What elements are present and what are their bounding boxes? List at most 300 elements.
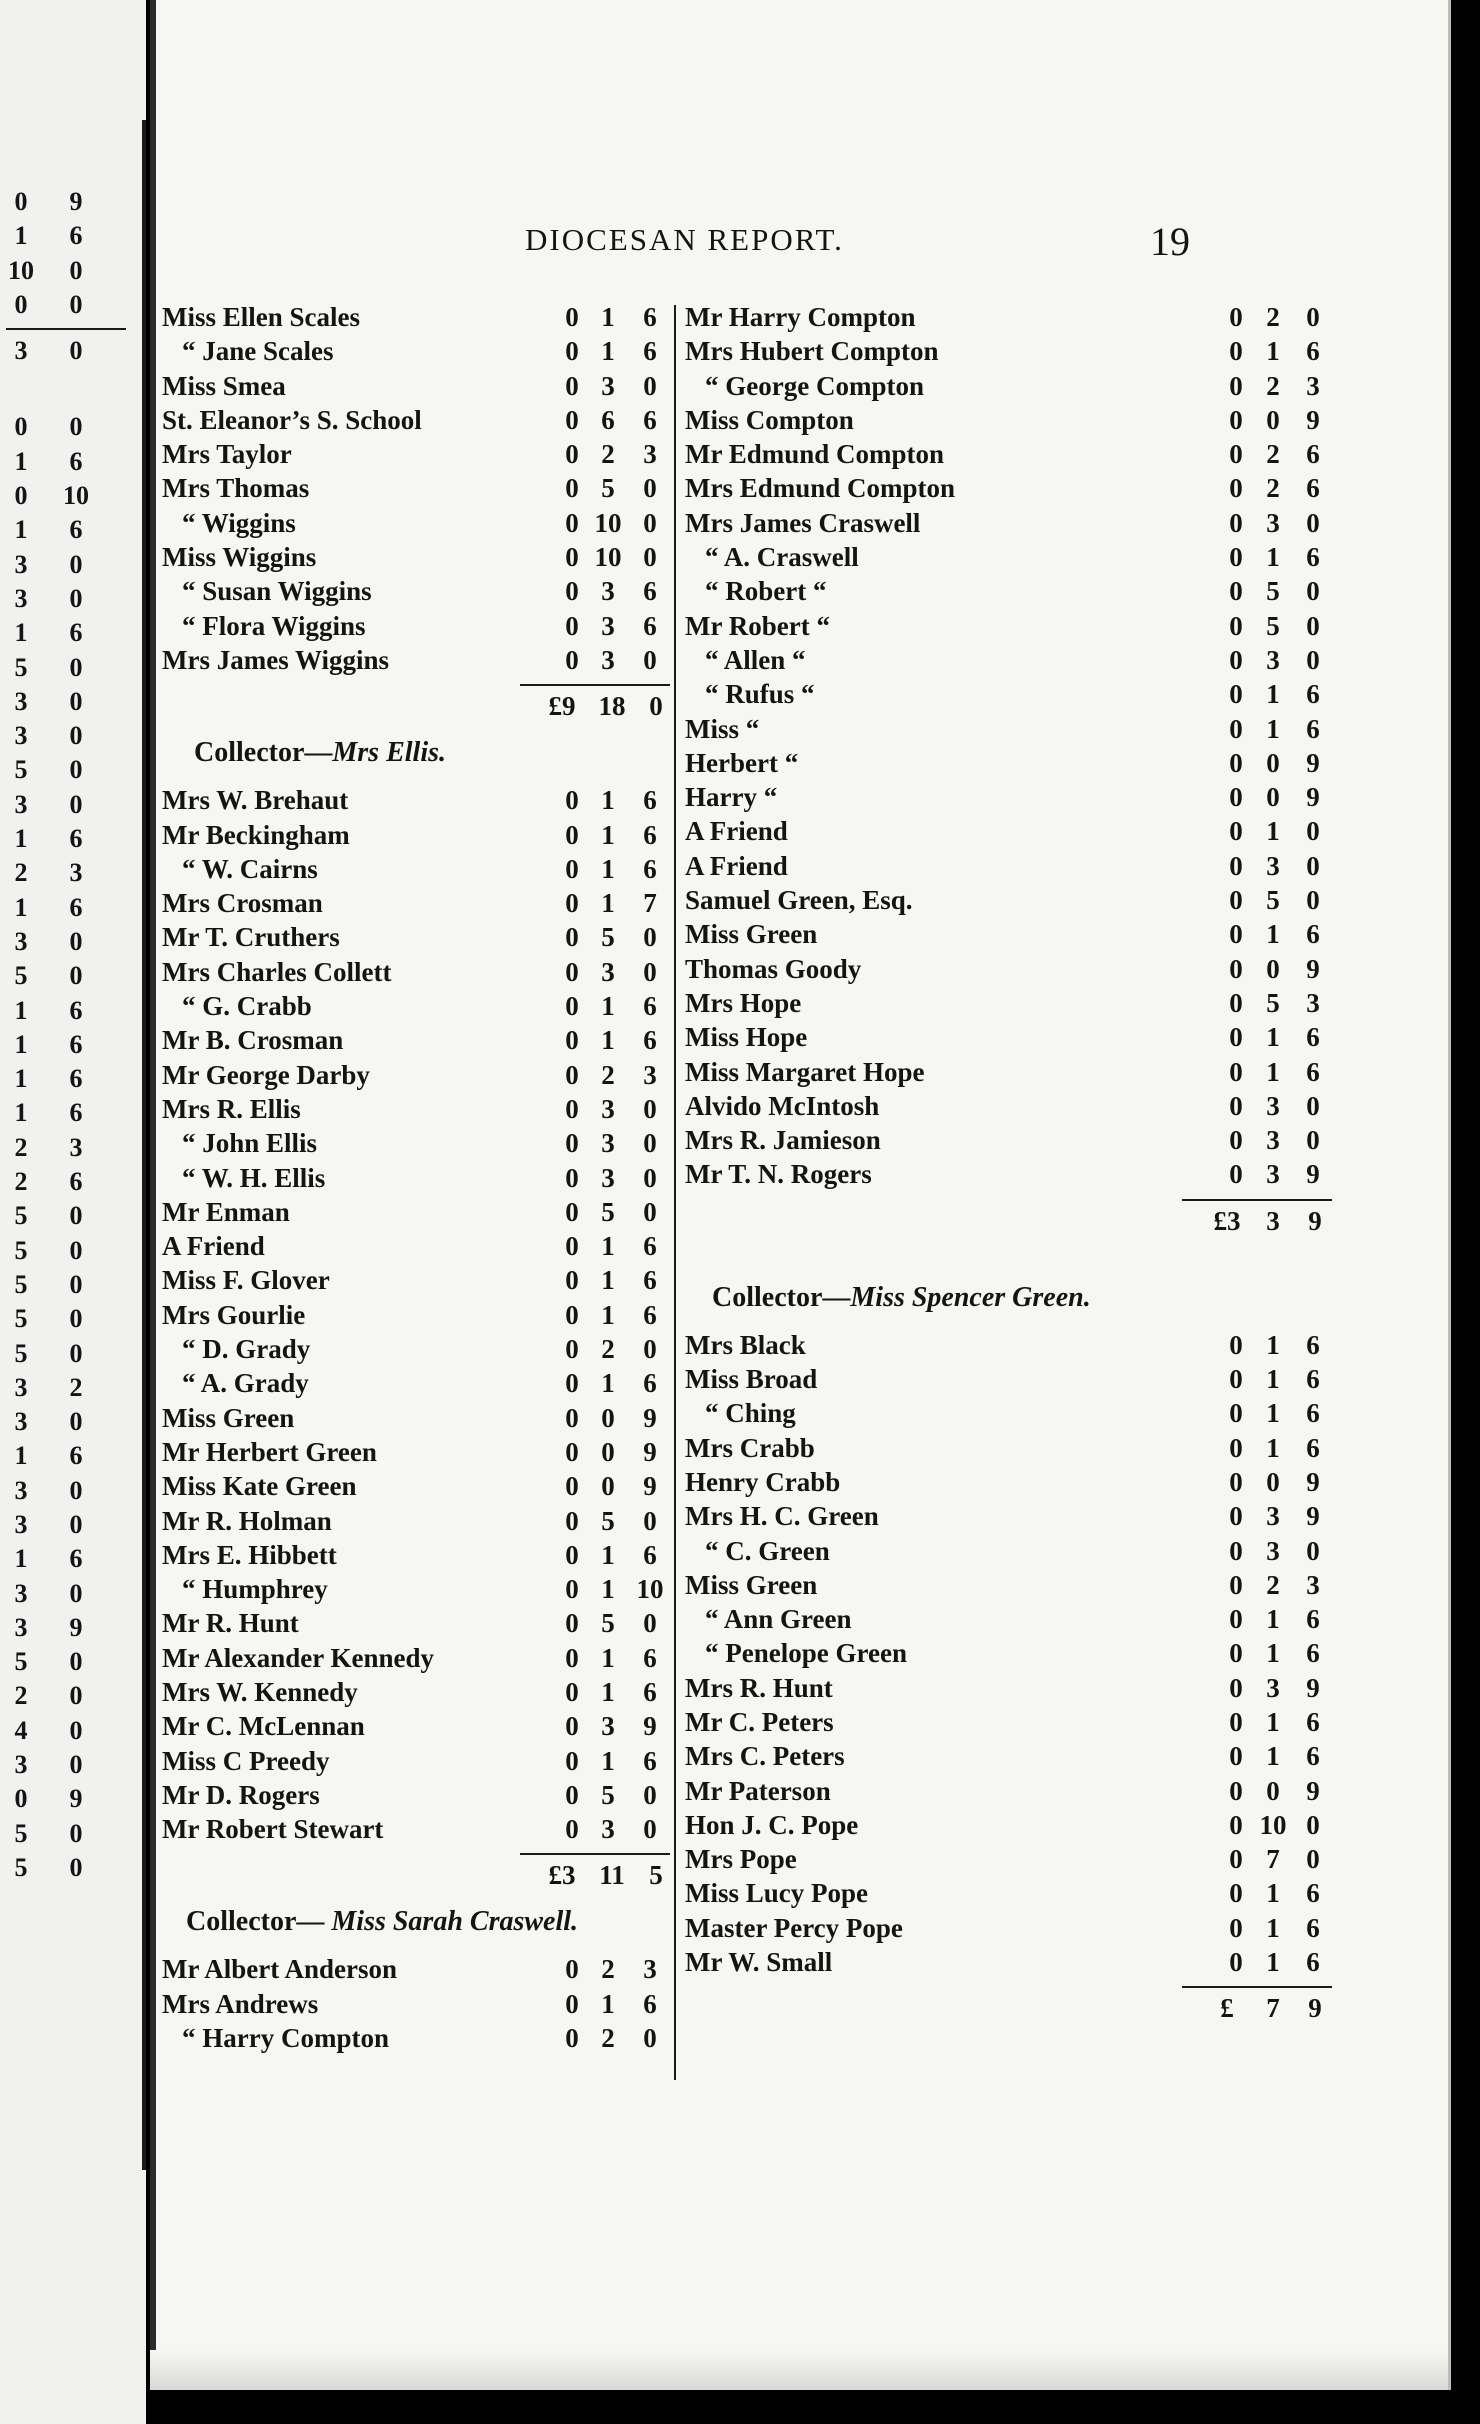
pence-value: 6 [1306,1022,1320,1053]
shillings-value: 3 [14,1612,28,1642]
subscriber-name: Alvido McIntosh [685,1090,880,1121]
pence-value: 9 [1306,1466,1320,1497]
pence-value: 6 [643,1265,657,1296]
subscriber-name: Miss Green [685,919,818,950]
pence-value: 0 [1306,1090,1320,1121]
pence-value: 9 [69,1612,83,1642]
pence-total: 9 [1308,1205,1322,1236]
shillings-value: 1 [14,1441,28,1471]
pence-value: 0 [69,1818,83,1848]
shillings-total: 7 [1266,1993,1280,2024]
pence-value: 0 [69,652,83,682]
subscriber-name: “ Susan Wiggins [182,576,372,607]
subscriber-row [685,1913,1345,1947]
shillings-value: 1 [1266,1398,1280,1429]
subscriber-name: Mrs Crabb [685,1432,815,1463]
shillings-value: 4 [14,1715,28,1745]
previous-page-amount-row [6,1304,126,1338]
pence-value: 0 [1306,576,1320,607]
previous-page-amount-row [6,687,126,721]
pence-value: 0 [69,255,83,285]
subscriber-row [162,1814,692,1848]
shillings-value: 1 [1266,679,1280,710]
pence-value: 6 [643,785,657,816]
pence-value: 6 [1306,1741,1320,1772]
subscriber-row [685,645,1345,679]
subscriber-name: Miss Broad [685,1364,818,1395]
sum-rule [6,328,126,330]
previous-page-amount-row [6,1373,126,1407]
pence-value: 6 [1306,1398,1320,1429]
subscriber-name: Mr T. N. Rogers [685,1159,872,1190]
shillings-value: 3 [1266,1159,1280,1190]
subscriber-row [685,1707,1345,1741]
collector-name: Miss Sarah Craswell. [331,1906,579,1938]
subscriber-row [685,1570,1345,1604]
pence-value: 0 [643,1608,657,1639]
shillings-value: 6 [601,404,615,435]
pounds-value: 0 [565,1539,579,1570]
pence-value: 10 [636,1574,664,1605]
subscriber-name: Miss Green [162,1402,295,1433]
previous-page-amount-row [6,1064,126,1098]
pounds-value: 0 [1229,370,1243,401]
subscriber-name: “ Ching [705,1398,796,1429]
shillings-value: 1 [601,1745,615,1776]
previous-page-amount-row [6,187,126,221]
shillings-value: 5 [14,1338,28,1368]
pounds-value: 0 [1229,1912,1243,1943]
subscriber-row [162,1437,692,1471]
pence-value: 0 [1306,1809,1320,1840]
pence-value: 0 [1306,644,1320,675]
subscriber-row [162,473,692,507]
pounds-value: 0 [1229,1775,1243,1806]
subscriber-row [162,1540,692,1574]
pounds-value: 0 [1229,1125,1243,1156]
pence-value: 6 [643,336,657,367]
shillings-value: 3 [1266,644,1280,675]
previous-page-amount-column [6,187,126,1887]
previous-page-amount-row [6,1681,126,1715]
pounds-value: 0 [565,2023,579,2054]
shillings-value: 3 [14,1509,28,1539]
previous-page-amount-row [6,927,126,961]
previous-page-amount-row [6,221,126,255]
subscriber-name: Mr Beckingham [162,819,350,850]
pence-value: 6 [643,1231,657,1262]
pounds-value: 0 [565,1299,579,1330]
pence-value: 0 [69,549,83,579]
subscriber-name: Henry Crabb [685,1466,841,1497]
pence-value: 0 [643,507,657,538]
pounds-value: 0 [1229,1604,1243,1635]
previous-page-amount-row [6,1647,126,1681]
pence-value: 6 [69,1167,83,1197]
pence-value: 3 [643,1059,657,1090]
pounds-value: 0 [565,370,579,401]
subscriber-name: Samuel Green, Esq. [685,885,913,916]
pence-value: 6 [1306,1056,1320,1087]
shillings-value: 5 [14,755,28,785]
subscriber-name: Mr D. Rogers [162,1779,320,1810]
subscriber-name: Master Percy Pope [685,1912,903,1943]
pence-value: 0 [69,1509,83,1539]
pounds-value: 0 [1229,1466,1243,1497]
pounds-value: 0 [1229,644,1243,675]
shillings-value: 2 [601,2023,615,2054]
subscriber-name: “ George Compton [705,370,924,401]
subscriber-name: Mrs Hubert Compton [685,336,939,367]
pence-value: 0 [69,289,83,319]
shillings-value: 0 [14,187,28,216]
shillings-value: 3 [14,1578,28,1608]
subscriber-name: “ Allen “ [705,644,806,675]
shillings-value: 1 [14,221,28,251]
pence-value: 9 [643,1402,657,1433]
shillings-value: 0 [14,481,28,511]
sum-rule [685,1194,1345,1206]
shillings-value: 2 [14,1132,28,1162]
pounds-value: 0 [565,1093,579,1124]
subscriber-name: “ W. H. Ellis [182,1162,326,1193]
pounds-value: 0 [565,1334,579,1365]
subscriber-name: Mrs James Craswell [685,507,921,538]
previous-page-amount-row [6,755,126,789]
pence-value: 0 [69,1338,83,1368]
pence-value: 0 [1306,302,1320,332]
shillings-value: 7 [1266,1844,1280,1875]
shillings-value: 3 [14,583,28,613]
subscriber-row [162,1643,692,1677]
shillings-value: 1 [1266,1638,1280,1669]
pence-total: 5 [649,1860,663,1891]
previous-page-amount-row [6,256,126,290]
shillings-value: 3 [601,956,615,987]
subscriber-row [685,679,1345,713]
pence-value: 7 [643,888,657,919]
subscriber-row [162,1574,692,1608]
shillings-value: 3 [601,644,615,675]
subscriber-name: Mrs Thomas [162,473,310,504]
subscriber-name: Mr Alexander Kennedy [162,1642,435,1673]
previous-page-amount-row [6,1613,126,1647]
previous-page-amount-row [6,1167,126,1201]
subscriber-row [162,785,692,819]
pence-value: 3 [643,439,657,470]
subscriber-name: Mrs Crosman [162,888,323,919]
shillings-value: 3 [1266,507,1280,538]
subscriber-row [685,611,1345,645]
pounds-value: 0 [565,1231,579,1262]
pence-value: 0 [69,1852,83,1882]
previous-page-amount-row [6,515,126,549]
subscriber-row [162,1989,692,2023]
previous-page-amount-row [6,996,126,1030]
subscriber-row [685,919,1345,953]
subscriber-row [162,1954,692,1988]
shillings-value: 1 [601,1574,615,1605]
subscriber-name: Miss Compton [685,404,854,435]
pence-value: 6 [69,618,83,648]
subscriber-row [162,2023,692,2057]
pence-total: 0 [649,691,663,722]
pence-value: 0 [69,789,83,819]
shillings-value: 2 [14,1681,28,1711]
pence-value: 0 [69,1304,83,1334]
pence-value: 0 [69,1715,83,1745]
shillings-value: 3 [1266,1501,1280,1532]
shillings-value: 3 [1266,1090,1280,1121]
subscriber-name: “ Humphrey [182,1574,328,1605]
pence-value: 0 [69,721,83,751]
shillings-value: 3 [1266,1672,1280,1703]
pounds-value: 0 [1229,576,1243,607]
pounds-value: 0 [565,610,579,641]
subscriber-row [685,1433,1345,1467]
pence-value: 9 [1306,782,1320,813]
pounds-value: 0 [565,439,579,470]
subscriber-row [162,1025,692,1059]
previous-page-amount-row [6,858,126,892]
pence-value: 6 [1306,1364,1320,1395]
shillings-value: 3 [14,1372,28,1402]
subscriber-name: St. Eleanor’s S. School [162,404,422,435]
subscriber-row [162,922,692,956]
pounds-value: 0 [565,1642,579,1673]
shillings-value: 3 [14,926,28,956]
subscriber-row [685,1638,1345,1672]
shillings-value: 2 [14,1167,28,1197]
pence-value: 0 [69,583,83,613]
shillings-value: 2 [601,1954,615,1985]
subscriber-name: Miss Margaret Hope [685,1056,925,1087]
pence-value: 0 [69,926,83,956]
shillings-value: 0 [1266,404,1280,435]
subscriber-row [162,1265,692,1299]
shillings-value: 3 [601,370,615,401]
pence-value: 6 [69,446,83,476]
pence-value: 6 [1306,1432,1320,1463]
subscriber-name: Mrs C. Peters [685,1741,845,1772]
subscriber-row [162,439,692,473]
shillings-value: 5 [601,1505,615,1536]
pounds-value: 0 [1229,1809,1243,1840]
pounds-value: 0 [1229,713,1243,744]
shillings-value: 1 [601,1988,615,2019]
pence-value: 0 [643,1814,657,1845]
subscriber-row [685,1604,1345,1638]
subscriber-name: Herbert “ [685,747,799,778]
shillings-value: 1 [601,819,615,850]
shillings-value: 3 [14,1475,28,1505]
subscriber-row [685,1501,1345,1535]
shillings-value: 1 [1266,1878,1280,1909]
subscriber-name: Mrs Pope [685,1844,797,1875]
shillings-total: 3 [14,336,28,366]
pounds-value: 0 [565,1608,579,1639]
previous-page-amount-row [6,584,126,618]
shillings-value: 3 [14,789,28,819]
subscriber-name: Mr Paterson [685,1775,831,1806]
pounds-value: 0 [565,1436,579,1467]
subscriber-name: “ Flora Wiggins [182,610,366,641]
subscriber-row [685,885,1345,919]
pence-value: 9 [1306,1159,1320,1190]
shillings-value: 3 [601,1711,615,1742]
pence-total: 0 [69,336,83,366]
shillings-value: 2 [1266,370,1280,401]
pounds-value: 0 [1229,1569,1243,1600]
pounds-value: 0 [565,1162,579,1193]
pounds-value: 0 [1229,1090,1243,1121]
shillings-value: 1 [14,995,28,1025]
subscriber-row [162,1060,692,1094]
subscriber-row [685,782,1345,816]
subscriber-row [162,405,692,439]
pounds-value: 0 [1229,679,1243,710]
pounds-total: £3 [548,1860,576,1891]
subscriber-name: “ Robert “ [705,576,827,607]
shillings-value: 1 [1266,336,1280,367]
previous-page-amount-row [6,447,126,481]
previous-page-amount-row [6,1544,126,1578]
pence-value: 6 [1306,336,1320,367]
shillings-value: 0 [601,1471,615,1502]
shillings-value: 10 [594,542,622,573]
shillings-value: 5 [1266,885,1280,916]
pounds-value: 0 [1229,953,1243,984]
collector-prefix: Collector— [186,1906,332,1938]
subscriber-row [685,405,1345,439]
subscriber-name: Miss Kate Green [162,1471,357,1502]
pence-value: 0 [643,922,657,953]
previous-page-amount-row [6,893,126,927]
pence-value: 0 [1306,1125,1320,1156]
subscriber-row [685,1091,1345,1125]
pence-value: 0 [643,1505,657,1536]
previous-page-total-row [6,336,126,370]
pence-value: 6 [1306,1706,1320,1737]
pounds-value: 0 [565,785,579,816]
shillings-value: 3 [14,686,28,716]
pounds-value: 0 [1229,610,1243,641]
subscriber-name: Mrs Taylor [162,439,292,470]
pence-value: 0 [69,1475,83,1505]
pence-value: 0 [1306,507,1320,538]
subscriber-name: Miss Lucy Pope [685,1878,869,1909]
pounds-value: 0 [565,1574,579,1605]
shillings-value: 5 [14,1818,28,1848]
subscriber-name: “ Wiggins [182,507,296,538]
collector-heading [685,1274,1345,1330]
shillings-value: 5 [601,1196,615,1227]
subscriber-name: Mrs E. Hibbett [162,1539,337,1570]
shillings-value: 3 [1266,850,1280,881]
pence-value: 6 [643,1642,657,1673]
shillings-value: 5 [601,1608,615,1639]
subscriber-row [685,1810,1345,1844]
pounds-value: 0 [1229,1638,1243,1669]
previous-page-amount-row [6,1030,126,1064]
subscriber-name: Mr Edmund Compton [685,439,945,470]
sum-rule [162,1848,692,1860]
shillings-value: 3 [14,1407,28,1437]
pence-value: 0 [69,412,83,442]
subscriber-name: Mrs Charles Collett [162,956,392,987]
pence-value: 3 [1306,987,1320,1018]
pence-value: 0 [69,1750,83,1780]
pounds-value: 0 [565,956,579,987]
pounds-value: 0 [1229,1159,1243,1190]
subscriber-name: A Friend [685,816,788,847]
shillings-total: 3 [1266,1205,1280,1236]
shillings-value: 0 [14,289,28,319]
subscriber-name: Mr C. McLennan [162,1711,365,1742]
subscriber-row [685,1330,1345,1364]
previous-page-amount-row [6,1750,126,1784]
pence-value: 3 [69,1132,83,1162]
pounds-total: £9 [548,691,576,722]
subscriber-name: Mrs James Wiggins [162,644,390,675]
subscriber-row [162,1197,692,1231]
subscriber-row [162,991,692,1025]
subscriber-row [162,1334,692,1368]
shillings-total: 18 [598,691,626,722]
subscriber-row [162,302,692,336]
shillings-value: 1 [1266,1947,1280,1978]
pounds-value: 0 [1229,439,1243,470]
shillings-value: 1 [1266,1706,1280,1737]
subscriber-row [685,851,1345,885]
shillings-value: 5 [601,922,615,953]
previous-page-amount-row [6,961,126,995]
pence-value: 0 [643,542,657,573]
subscriber-name: “ A. Grady [182,1368,309,1399]
pence-value: 3 [1306,1569,1320,1600]
shillings-value: 1 [14,618,28,648]
subscriber-name: Mrs R. Jamieson [685,1125,881,1156]
pence-value: 0 [643,370,657,401]
pence-value: 6 [643,1676,657,1707]
pounds-value: 0 [565,1025,579,1056]
pounds-value: 0 [1229,507,1243,538]
shillings-value: 3 [601,1814,615,1845]
subscriber-row [685,988,1345,1022]
subscriber-name: Mrs R. Hunt [685,1672,833,1703]
pounds-value: 0 [1229,1844,1243,1875]
pence-value: 6 [1306,679,1320,710]
shillings-value: 2 [1266,473,1280,504]
pence-value: 0 [643,473,657,504]
subscriber-name: Mr W. Small [685,1947,833,1978]
pounds-value: 0 [565,576,579,607]
pence-value: 6 [69,1441,83,1471]
pounds-value: 0 [1229,1364,1243,1395]
subscriber-name: Mrs Hope [685,987,802,1018]
section-spacer [6,370,126,412]
subscriber-name: “ A. Craswell [705,542,859,573]
subscriber-name: Mrs Andrews [162,1988,319,2019]
shillings-value: 1 [14,1064,28,1094]
pence-value: 6 [643,991,657,1022]
pence-value: 6 [69,1098,83,1128]
subscriber-row [162,1711,692,1745]
pounds-value: 0 [565,819,579,850]
pounds-value: 0 [1229,542,1243,573]
shillings-value: 10 [1259,1809,1287,1840]
subscriber-name: Mrs R. Ellis [162,1093,301,1124]
